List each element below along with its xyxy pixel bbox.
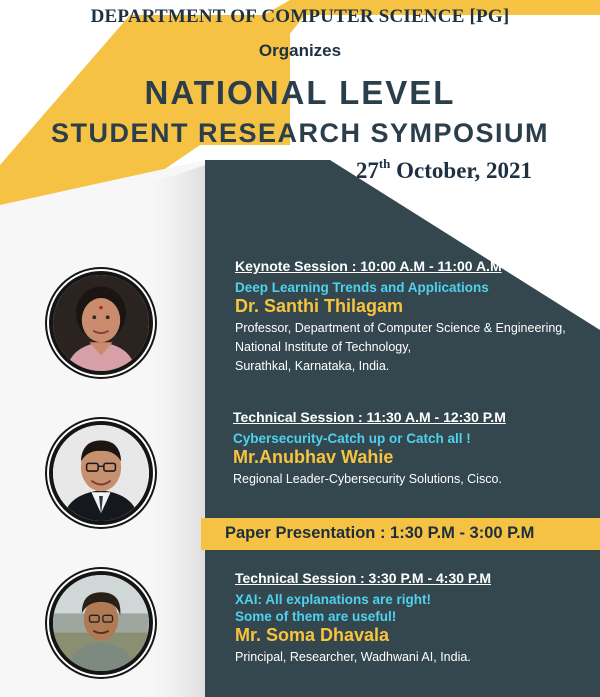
date-day: 27 <box>355 158 379 183</box>
department-heading: DEPARTMENT OF COMPUTER SCIENCE [PG] <box>90 6 510 27</box>
technical-session-1 <box>233 409 506 489</box>
keynote-session <box>235 258 566 376</box>
session-topic-line-2: Some of them are useful! <box>235 609 397 624</box>
speaker-description-line: Regional Leader-Cybersecurity Solutions, Cisco. <box>233 472 502 486</box>
paper-presentation-label: Paper Presentation : 1:30 P.M - 3:00 P.M <box>225 524 535 542</box>
session-heading: Technical Session : 3:30 P.M - 4:30 P.M <box>235 570 491 586</box>
session-topic: Deep Learning Trends and Applications <box>235 280 489 295</box>
organizes-label: Organizes <box>258 41 342 60</box>
title-line-2: STUDENT RESEARCH SYMPOSIUM <box>50 118 550 148</box>
speaker-photo-man-glasses-icon <box>49 421 153 525</box>
speaker-description-line: Professor, Department of Computer Science & Engineering, <box>235 321 566 335</box>
speaker-photo-woman-icon <box>49 271 153 375</box>
speaker-name: Dr. Santhi Thilagam <box>235 296 404 316</box>
navy-panel-upper <box>205 160 330 220</box>
date-month-year: October, 2021 <box>390 158 532 183</box>
session-heading: Keynote Session : 10:00 A.M - 11:00 A.M <box>235 258 502 274</box>
speaker-description-line: National Institute of Technology, <box>235 340 412 354</box>
speaker-name: Mr.Anubhav Wahie <box>233 447 394 467</box>
date-suffix: th <box>378 156 391 171</box>
speaker-description-line: Surathkal, Karnataka, India. <box>235 359 390 373</box>
event-date <box>356 158 532 184</box>
session-topic: Cybersecurity-Catch up or Catch all ! <box>233 431 471 446</box>
technical-session-2 <box>235 570 491 667</box>
speaker-description-line: Principal, Researcher, Wadhwani AI, India. <box>235 650 471 664</box>
session-heading: Technical Session : 11:30 A.M - 12:30 P.M <box>233 409 506 425</box>
speaker-photo-man-outdoor-icon <box>49 571 153 675</box>
speaker-name: Mr. Soma Dhavala <box>235 625 390 645</box>
title-line-1: NATIONAL LEVEL <box>144 74 456 111</box>
session-topic-line-1: XAI: All explanations are right! <box>235 592 432 607</box>
